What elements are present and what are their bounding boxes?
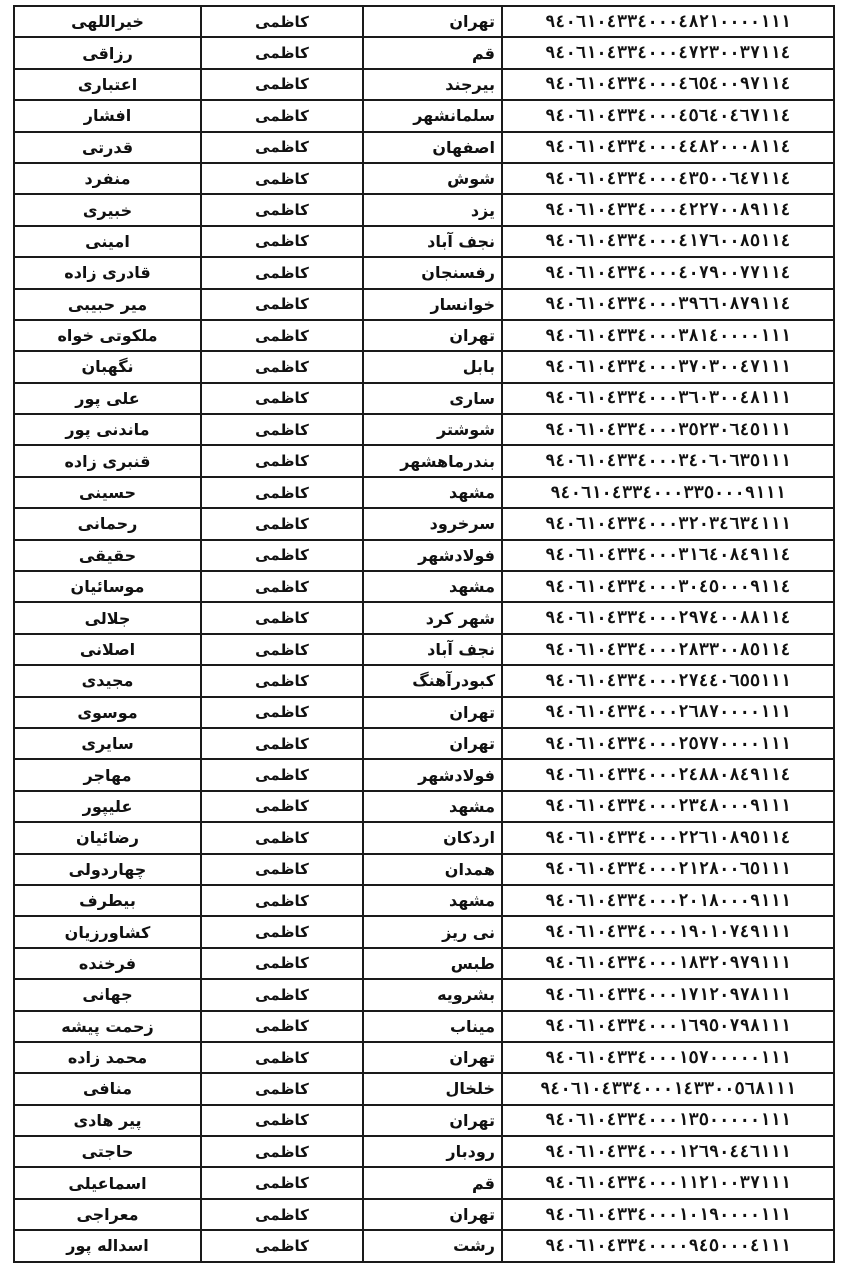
family-cell: کاظمی: [201, 194, 363, 225]
name-cell: حقیقی: [14, 540, 201, 571]
table-row: [14, 69, 834, 100]
family-cell: کاظمی: [201, 1011, 363, 1042]
table-row: [14, 1136, 834, 1167]
account-number-cell: ۹٤۰٦۱۰٤۳۳٤۰۰۰۱۹۰۱۰۷٤۹۱۱۱: [502, 916, 834, 947]
family-cell: کاظمی: [201, 1105, 363, 1136]
family-cell: کاظمی: [201, 163, 363, 194]
account-number-cell: ۹٤۰٦۱۰٤۳۳٤۰۰۰۲۲٦۱۰۸۹٥۱۱٤: [502, 822, 834, 853]
account-number-cell: ۹٤۰٦۱۰٤۳۳٤۰۰۰۱٤۳۳۰۰٥٦۸۱۱۱: [502, 1073, 834, 1104]
table-row: [14, 257, 834, 288]
city-cell: مشهد: [363, 571, 502, 602]
city-cell: نی ریز: [363, 916, 502, 947]
city-cell: طبس: [363, 948, 502, 979]
name-cell: قدرتی: [14, 132, 201, 163]
city-cell: رفسنجان: [363, 257, 502, 288]
name-cell: جهانی: [14, 979, 201, 1010]
family-cell: کاظمی: [201, 791, 363, 822]
family-cell: کاظمی: [201, 69, 363, 100]
account-number-cell: ۹٤۰٦۱۰٤۳۳٤۰۰۰۲۸۳۳۰۰۸٥۱۱٤: [502, 634, 834, 665]
account-number-cell: ۹٤۰٦۱۰٤۳۳٤۰۰۰۲۳٤۸۰۰۰۹۱۱۱: [502, 791, 834, 822]
city-cell: خلخال: [363, 1073, 502, 1104]
family-cell: کاظمی: [201, 885, 363, 916]
account-number-cell: ۹٤۰٦۱۰٤۳۳٤۰۰۰۳۹٦٦۰۸۷۹۱۱٤: [502, 289, 834, 320]
table-row: [14, 1199, 834, 1230]
family-cell: کاظمی: [201, 289, 363, 320]
table-row: [14, 226, 834, 257]
city-cell: تهران: [363, 6, 502, 37]
account-number-cell: ۹٤۰٦۱۰٤۳۳٤۰۰۰۳۸۱٤۰۰۰۰۱۱۱: [502, 320, 834, 351]
family-cell: کاظمی: [201, 508, 363, 539]
city-cell: کبودرآهنگ: [363, 665, 502, 696]
family-cell: کاظمی: [201, 383, 363, 414]
account-number-cell: ۹٤۰٦۱۰٤۳۳٤۰۰۰٤۱۷٦۰۰۸٥۱۱٤: [502, 226, 834, 257]
table-row: [14, 508, 834, 539]
name-cell: زحمت پیشه: [14, 1011, 201, 1042]
name-cell: معراجی: [14, 1199, 201, 1230]
family-cell: کاظمی: [201, 445, 363, 476]
account-number-cell: ۹٤۰٦۱۰٤۳۳٤۰۰۰٤۲۲۷۰۰۸۹۱۱٤: [502, 194, 834, 225]
city-cell: قم: [363, 37, 502, 68]
table-row: [14, 1073, 834, 1104]
account-number-cell: ۹٤۰٦۱۰٤۳۳٤۰۰۰۲۹۷٤۰۰۸۸۱۱٤: [502, 602, 834, 633]
name-cell: علیپور: [14, 791, 201, 822]
city-cell: شوش: [363, 163, 502, 194]
account-number-cell: ۹٤۰٦۱۰٤۳۳٤۰۰۰۳٥۲۳۰٦٤٥۱۱۱: [502, 414, 834, 445]
city-cell: فولادشهر: [363, 540, 502, 571]
table-row: [14, 6, 834, 37]
city-cell: خوانسار: [363, 289, 502, 320]
table-row: [14, 759, 834, 790]
records-table-body: [14, 6, 834, 1262]
family-cell: کاظمی: [201, 132, 363, 163]
account-number-cell: ۹٤۰٦۱۰٤۳۳٤۰۰۰٤۳٥۰۰٦٤۷۱۱٤: [502, 163, 834, 194]
account-number-cell: ۹٤۰٦۱۰٤۳۳٤۰۰۰۱۷۱۲۰۹۷۸۱۱۱: [502, 979, 834, 1010]
family-cell: کاظمی: [201, 948, 363, 979]
family-cell: کاظمی: [201, 571, 363, 602]
account-number-cell: ۹٤۰٦۱۰٤۳۳٤۰۰۰۲٥۷۷۰۰۰۰۱۱۱: [502, 728, 834, 759]
family-cell: کاظمی: [201, 351, 363, 382]
city-cell: قم: [363, 1167, 502, 1198]
table-row: [14, 979, 834, 1010]
city-cell: تهران: [363, 728, 502, 759]
name-cell: خبیری: [14, 194, 201, 225]
account-number-cell: ۹٤۰٦۱۰٤۳۳٤۰۰۰٤٥٦٤۰٤٦۷۱۱٤: [502, 100, 834, 131]
city-cell: بشرویه: [363, 979, 502, 1010]
name-cell: علی پور: [14, 383, 201, 414]
family-cell: کاظمی: [201, 1042, 363, 1073]
city-cell: اردکان: [363, 822, 502, 853]
table-row: [14, 634, 834, 665]
city-cell: شوشتر: [363, 414, 502, 445]
family-cell: کاظمی: [201, 257, 363, 288]
family-cell: کاظمی: [201, 1230, 363, 1261]
account-number-cell: ۹٤۰٦۱۰٤۳۳٤۰۰۰۲٦۸۷۰۰۰۰۱۱۱: [502, 697, 834, 728]
city-cell: میناب: [363, 1011, 502, 1042]
city-cell: همدان: [363, 854, 502, 885]
table-row: [14, 194, 834, 225]
account-number-cell: ۹٤۰٦۱۰٤۳۳٤۰۰۰٤۰۷۹۰۰۷۷۱۱٤: [502, 257, 834, 288]
account-number-cell: ۹٤۰٦۱۰٤۳۳٤۰۰۰۳٤۰٦۰٦۳٥۱۱۱: [502, 445, 834, 476]
name-cell: موسائیان: [14, 571, 201, 602]
name-cell: خیراللهی: [14, 6, 201, 37]
city-cell: رشت: [363, 1230, 502, 1261]
account-number-cell: ۹٤۰٦۱۰٤۳۳٤۰۰۰۳۰٤٥۰۰۰۹۱۱٤: [502, 571, 834, 602]
account-number-cell: ۹٤۰٦۱۰٤۳۳٤۰۰۰۲۱۲۸۰۰٦٥۱۱۱: [502, 854, 834, 885]
table-row: [14, 1230, 834, 1261]
name-cell: سایری: [14, 728, 201, 759]
family-cell: کاظمی: [201, 1073, 363, 1104]
family-cell: کاظمی: [201, 414, 363, 445]
table-row: [14, 414, 834, 445]
account-number-cell: ۹٤۰٦۱۰٤۳۳٤۰۰۰٤٤۸۲۰۰۰۸۱۱٤: [502, 132, 834, 163]
account-number-cell: ۹٤۰٦۱۰٤۳۳٤۰۰۰٤۸۲۱۰۰۰۰۱۱۱: [502, 6, 834, 37]
table-row: [14, 885, 834, 916]
account-number-cell: ۹٤۰٦۱۰٤۳۳٤۰۰۰۱۸۳۲۰۹۷۹۱۱۱: [502, 948, 834, 979]
account-number-cell: ۹٤۰٦۱۰٤۳۳٤۰۰۰۲٤۸۸۰۸٤۹۱۱٤: [502, 759, 834, 790]
account-number-cell: ۹٤۰٦۱۰٤۳۳٤۰۰۰۳٦۰۳۰۰٤۸۱۱۱: [502, 383, 834, 414]
table-row: [14, 1011, 834, 1042]
account-number-cell: ۹٤۰٦۱۰٤۳۳٤۰۰۰۱۱۲۱۰۰۳۷۱۱۱: [502, 1167, 834, 1198]
account-number-cell: ۹٤۰٦۱۰٤۳۳٤۰۰۰۳۲۰۳٤٦۳٤۱۱۱: [502, 508, 834, 539]
family-cell: کاظمی: [201, 1167, 363, 1198]
city-cell: تهران: [363, 1199, 502, 1230]
name-cell: مجیدی: [14, 665, 201, 696]
family-cell: کاظمی: [201, 979, 363, 1010]
table-row: [14, 320, 834, 351]
table-row: [14, 540, 834, 571]
account-number-cell: ۹٤۰٦۱۰٤۳۳٤۰۰۰٤۷۲۳۰۰۳۷۱۱٤: [502, 37, 834, 68]
city-cell: رودبار: [363, 1136, 502, 1167]
name-cell: میر حبیبی: [14, 289, 201, 320]
name-cell: اعتباری: [14, 69, 201, 100]
account-number-cell: ۹٤۰٦۱۰٤۳۳٤۰۰۰۳۳٥۰۰۰۹۱۱۱: [502, 477, 834, 508]
family-cell: کاظمی: [201, 477, 363, 508]
table-row: [14, 163, 834, 194]
city-cell: نجف آباد: [363, 634, 502, 665]
table-row: [14, 791, 834, 822]
account-number-cell: ۹٤۰٦۱۰٤۳۳٤۰۰۰۳۱٦٤۰۸٤۹۱۱٤: [502, 540, 834, 571]
table-row: [14, 854, 834, 885]
name-cell: رزاقی: [14, 37, 201, 68]
name-cell: حاجتی: [14, 1136, 201, 1167]
account-number-cell: ۹٤۰٦۱۰٤۳۳٤۰۰۰۱٦۹٥۰۷۹۸۱۱۱: [502, 1011, 834, 1042]
account-number-cell: ۹٤۰٦۱۰٤۳۳٤۰۰۰٤٦٥٤۰۰۹۷۱۱٤: [502, 69, 834, 100]
table-row: [14, 1105, 834, 1136]
name-cell: افشار: [14, 100, 201, 131]
family-cell: کاظمی: [201, 1136, 363, 1167]
name-cell: فرخنده: [14, 948, 201, 979]
city-cell: تهران: [363, 697, 502, 728]
family-cell: کاظمی: [201, 634, 363, 665]
account-number-cell: ۹٤۰٦۱۰٤۳۳٤۰۰۰۱۲٦۹۰٤٤٦۱۱۱: [502, 1136, 834, 1167]
city-cell: مشهد: [363, 477, 502, 508]
family-cell: کاظمی: [201, 916, 363, 947]
account-number-cell: ۹٤۰٦۱۰٤۳۳٤۰۰۰۲۷٤٤۰٦٥٥۱۱۱: [502, 665, 834, 696]
name-cell: ماندنی پور: [14, 414, 201, 445]
family-cell: کاظمی: [201, 226, 363, 257]
account-number-cell: ۹٤۰٦۱۰٤۳۳٤۰۰۰۳۷۰۳۰۰٤۷۱۱۱: [502, 351, 834, 382]
name-cell: امینی: [14, 226, 201, 257]
city-cell: مشهد: [363, 791, 502, 822]
name-cell: جلالی: [14, 602, 201, 633]
family-cell: کاظمی: [201, 100, 363, 131]
table-row: [14, 289, 834, 320]
account-number-cell: ۹٤۰٦۱۰٤۳۳٤۰۰۰۲۰۱۸۰۰۰۹۱۱۱: [502, 885, 834, 916]
city-cell: یزد: [363, 194, 502, 225]
name-cell: قادری زاده: [14, 257, 201, 288]
table-row: [14, 132, 834, 163]
table-row: [14, 602, 834, 633]
table-row: [14, 100, 834, 131]
city-cell: سلمانشهر: [363, 100, 502, 131]
city-cell: بیرجند: [363, 69, 502, 100]
table-row: [14, 477, 834, 508]
city-cell: نجف آباد: [363, 226, 502, 257]
city-cell: فولادشهر: [363, 759, 502, 790]
table-row: [14, 351, 834, 382]
city-cell: مشهد: [363, 885, 502, 916]
table-row: [14, 445, 834, 476]
city-cell: سرخرود: [363, 508, 502, 539]
name-cell: موسوی: [14, 697, 201, 728]
family-cell: کاظمی: [201, 1199, 363, 1230]
family-cell: کاظمی: [201, 665, 363, 696]
table-row: [14, 665, 834, 696]
table-row: [14, 383, 834, 414]
name-cell: پیر هادی: [14, 1105, 201, 1136]
table-row: [14, 728, 834, 759]
name-cell: رحمانی: [14, 508, 201, 539]
table-row: [14, 822, 834, 853]
family-cell: کاظمی: [201, 822, 363, 853]
name-cell: مهاجر: [14, 759, 201, 790]
account-number-cell: ۹٤۰٦۱۰٤۳۳٤۰۰۰۱۰۱۹۰۰۰۰۱۱۱: [502, 1199, 834, 1230]
table-row: [14, 37, 834, 68]
name-cell: چهاردولی: [14, 854, 201, 885]
account-number-cell: ۹٤۰٦۱۰٤۳۳٤۰۰۰۰۹٤٥۰۰۰٤۱۱۱: [502, 1230, 834, 1261]
name-cell: حسینی: [14, 477, 201, 508]
table-row: [14, 916, 834, 947]
name-cell: کشاورزیان: [14, 916, 201, 947]
city-cell: بندرماهشهر: [363, 445, 502, 476]
city-cell: اصفهان: [363, 132, 502, 163]
name-cell: منفرد: [14, 163, 201, 194]
name-cell: اسماعیلی: [14, 1167, 201, 1198]
family-cell: کاظمی: [201, 854, 363, 885]
account-number-cell: ۹٤۰٦۱۰٤۳۳٤۰۰۰۱۳٥۰۰۰۰۰۱۱۱: [502, 1105, 834, 1136]
name-cell: قنبری زاده: [14, 445, 201, 476]
name-cell: ملکوتی خواه: [14, 320, 201, 351]
name-cell: محمد زاده: [14, 1042, 201, 1073]
name-cell: رضائیان: [14, 822, 201, 853]
table-row: [14, 697, 834, 728]
family-cell: کاظمی: [201, 759, 363, 790]
table-row: [14, 571, 834, 602]
city-cell: تهران: [363, 320, 502, 351]
family-cell: کاظمی: [201, 697, 363, 728]
account-number-cell: ۹٤۰٦۱۰٤۳۳٤۰۰۰۱٥۷۰۰۰۰۰۱۱۱: [502, 1042, 834, 1073]
family-cell: کاظمی: [201, 37, 363, 68]
family-cell: کاظمی: [201, 540, 363, 571]
records-table: [13, 5, 835, 1263]
name-cell: نگهبان: [14, 351, 201, 382]
name-cell: اسداله پور: [14, 1230, 201, 1261]
name-cell: اصلانی: [14, 634, 201, 665]
family-cell: کاظمی: [201, 728, 363, 759]
table-row: [14, 1167, 834, 1198]
city-cell: بابل: [363, 351, 502, 382]
table-row: [14, 948, 834, 979]
family-cell: کاظمی: [201, 6, 363, 37]
city-cell: تهران: [363, 1105, 502, 1136]
table-row: [14, 1042, 834, 1073]
family-cell: کاظمی: [201, 602, 363, 633]
name-cell: منافی: [14, 1073, 201, 1104]
city-cell: تهران: [363, 1042, 502, 1073]
name-cell: بیطرف: [14, 885, 201, 916]
city-cell: ساری: [363, 383, 502, 414]
family-cell: کاظمی: [201, 320, 363, 351]
city-cell: شهر کرد: [363, 602, 502, 633]
